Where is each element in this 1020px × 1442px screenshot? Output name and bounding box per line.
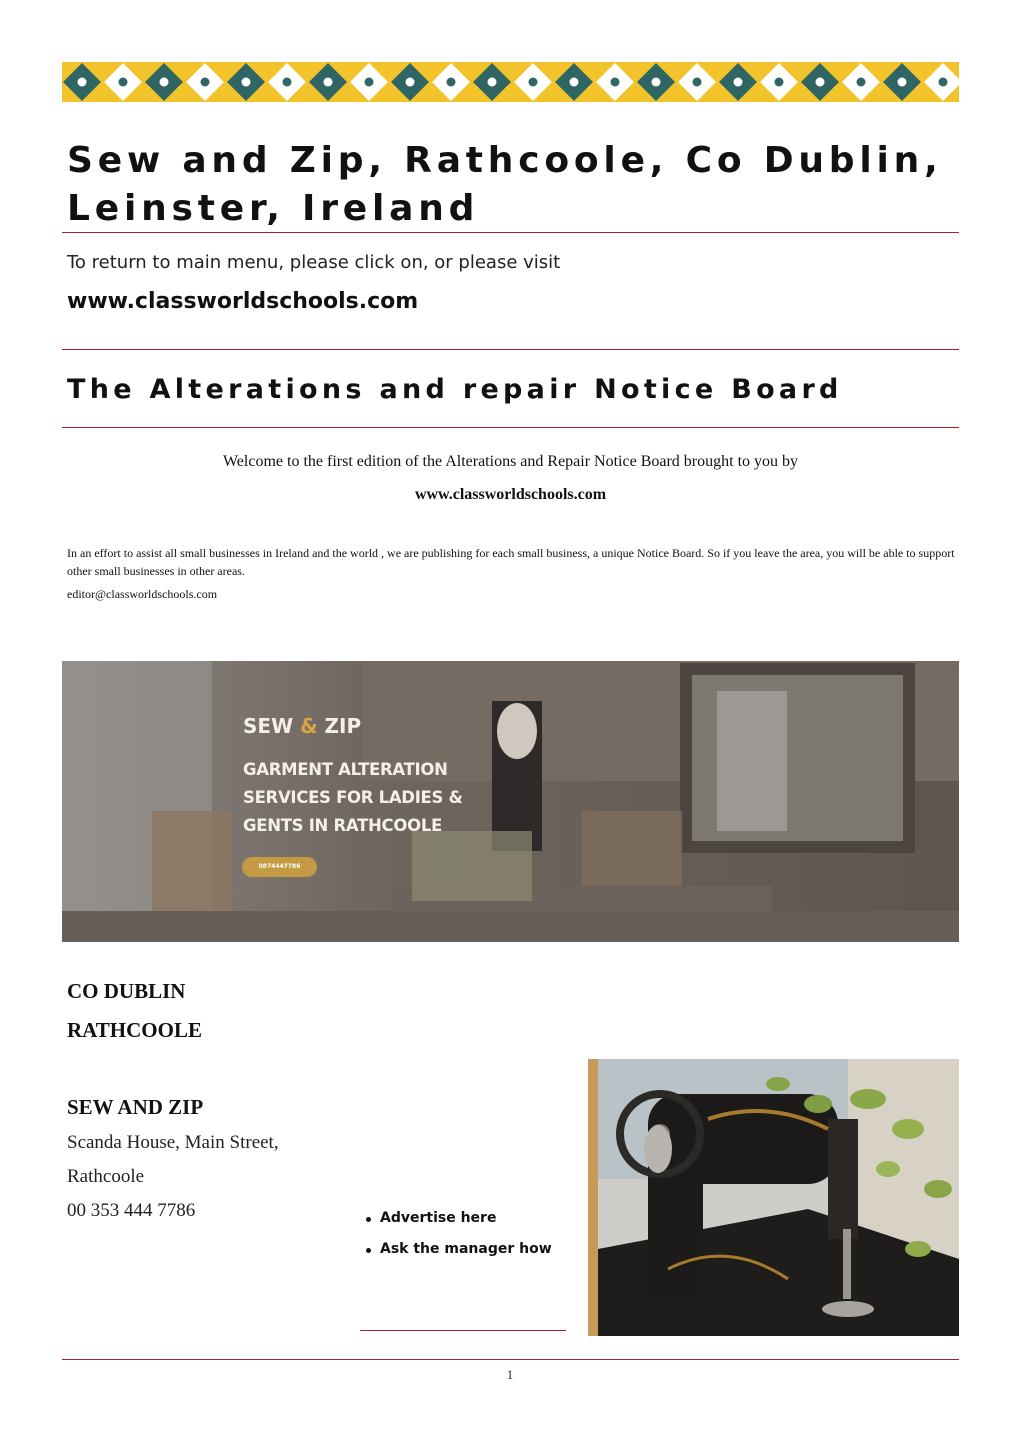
bullet-advertise-here: Advertise here: [364, 1210, 552, 1241]
editor-email[interactable]: editor@classworldschools.com: [67, 587, 218, 601]
banner-dot: [816, 78, 825, 87]
banner-dot: [939, 78, 948, 87]
hero-brand-word1: SEW: [243, 714, 294, 738]
footer-divider: [62, 1359, 959, 1360]
banner-dot: [898, 78, 907, 87]
banner-dot: [365, 78, 374, 87]
return-instruction: To return to main menu, please click on, or please visit: [67, 252, 561, 273]
banner-dot: [570, 78, 579, 87]
shop-interior-photo: [62, 661, 959, 942]
banner-dot: [529, 78, 538, 87]
business-phone: 00 353 444 7786: [67, 1200, 196, 1221]
hero-tagline-2: SERVICES FOR LADIES &: [243, 788, 463, 807]
banner-dot: [775, 78, 784, 87]
banner-dot: [857, 78, 866, 87]
notice-board-title: The Alterations and repair Notice Board: [67, 374, 843, 405]
banner-dot: [78, 78, 87, 87]
advert-divider: [360, 1330, 566, 1331]
hero-phone-button: 0874447786: [242, 857, 317, 877]
county-heading: CO DUBLIN: [67, 979, 186, 1003]
banner-dot: [611, 78, 620, 87]
banner-dot: [160, 78, 169, 87]
hero-tagline-1: GARMENT ALTERATION: [243, 760, 448, 779]
banner-dot: [242, 78, 251, 87]
decorative-banner: [62, 62, 959, 102]
banner-dot: [734, 78, 743, 87]
hero-tagline-3: GENTS IN RATHCOOLE: [243, 816, 443, 835]
business-name: SEW AND ZIP: [67, 1095, 204, 1119]
section-divider-bottom: [62, 427, 959, 428]
banner-dot: [406, 78, 415, 87]
title-divider: [62, 232, 959, 233]
banner-dot: [652, 78, 661, 87]
town-heading: RATHCOOLE: [67, 1018, 202, 1042]
banner-dot: [693, 78, 702, 87]
banner-dot: [324, 78, 333, 87]
main-menu-link[interactable]: www.classworldschools.com: [67, 289, 419, 314]
sewing-machine-photo: [588, 1059, 959, 1336]
banner-dot: [201, 78, 210, 87]
bullet-ask-manager: Ask the manager how: [364, 1241, 552, 1272]
banner-dot: [119, 78, 128, 87]
welcome-text: Welcome to the first edition of the Alterations and Repair Notice Board brought to you by: [222, 453, 799, 470]
banner-dot: [283, 78, 292, 87]
hero-brand: [243, 714, 361, 738]
section-divider-top: [62, 349, 959, 350]
hero-brand-amp: &: [300, 714, 318, 738]
banner-dot: [447, 78, 456, 87]
address-line-1: Scanda House, Main Street,: [67, 1132, 279, 1153]
address-line-2: Rathcoole: [67, 1166, 145, 1187]
page-title: Sew and Zip, Rathcoole, Co Dublin, Leinster, Ireland: [67, 140, 943, 229]
hero-brand-word2: ZIP: [324, 714, 362, 738]
effort-paragraph: In an effort to assist all small businesses in Ireland and the world , we are publishing for each small business, a unique Notice Board. So if you leave the area, you will be able to support other small businesses in other areas.: [67, 546, 955, 578]
advert-bullet-list: [364, 1210, 552, 1272]
page-number: 1: [506, 1367, 514, 1382]
welcome-site-link[interactable]: www.classworldschools.com: [414, 486, 607, 503]
banner-dot: [488, 78, 497, 87]
